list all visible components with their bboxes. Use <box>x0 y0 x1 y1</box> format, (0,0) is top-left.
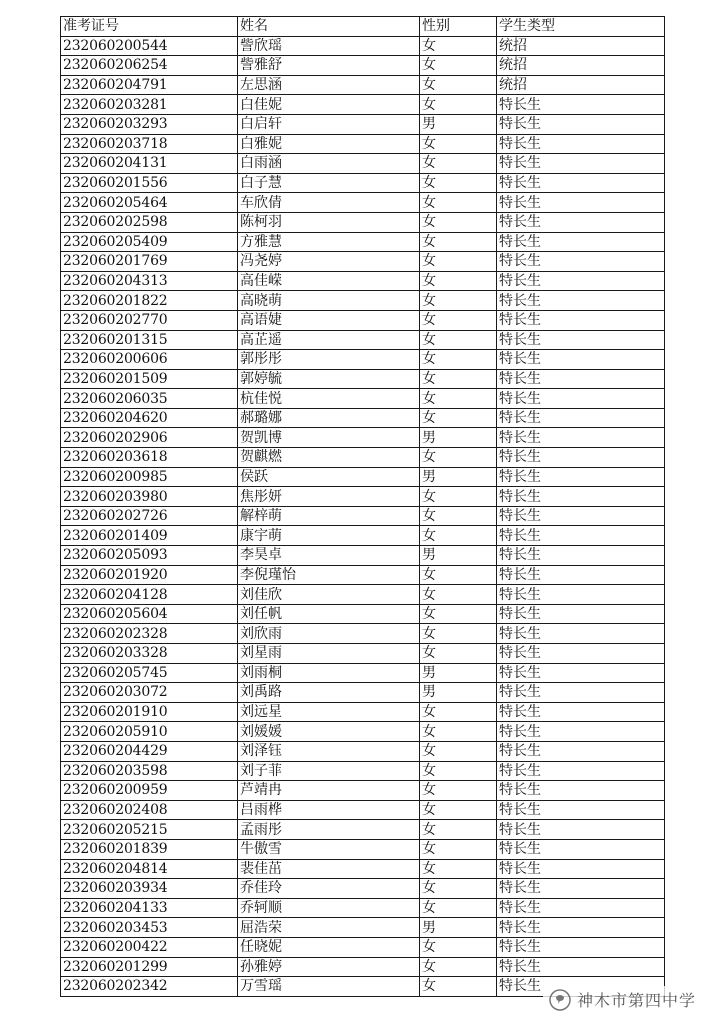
student-type-cell: 特长生 <box>497 800 665 820</box>
student-type-cell: 特长生 <box>497 546 665 566</box>
student-type-cell: 特长生 <box>497 448 665 468</box>
gender-cell: 女 <box>420 193 497 213</box>
student-type-cell: 特长生 <box>497 389 665 409</box>
gender-cell: 女 <box>420 448 497 468</box>
table-row <box>61 644 665 664</box>
gender-cell: 女 <box>420 644 497 664</box>
student-type-cell: 特长生 <box>497 408 665 428</box>
name-cell: 陈柯羽 <box>238 212 420 232</box>
name-cell: 郝璐娜 <box>238 408 420 428</box>
student-type-cell: 特长生 <box>497 467 665 487</box>
gender-cell: 女 <box>420 232 497 252</box>
name-cell: 郭婷毓 <box>238 369 420 389</box>
name-cell: 李倪瑾怡 <box>238 565 420 585</box>
name-cell: 贺麒燃 <box>238 448 420 468</box>
student-type-cell: 特长生 <box>497 683 665 703</box>
gender-cell: 女 <box>420 526 497 546</box>
student-type-cell: 特长生 <box>497 252 665 272</box>
name-cell: 刘泽钰 <box>238 741 420 761</box>
gender-cell: 女 <box>420 350 497 370</box>
name-cell: 刘禹路 <box>238 683 420 703</box>
table-row <box>61 114 665 134</box>
table-row <box>61 134 665 154</box>
exam-id-cell: 232060200606 <box>61 350 238 370</box>
name-cell: 乔佳玲 <box>238 879 420 899</box>
name-cell: 孟雨彤 <box>238 820 420 840</box>
student-type-cell: 特长生 <box>497 134 665 154</box>
name-cell: 焦彤妍 <box>238 487 420 507</box>
gender-cell: 男 <box>420 467 497 487</box>
exam-id-cell: 232060201409 <box>61 526 238 546</box>
gender-cell: 女 <box>420 310 497 330</box>
student-type-cell: 特长生 <box>497 898 665 918</box>
gender-cell: 男 <box>420 663 497 683</box>
name-cell: 吕雨桦 <box>238 800 420 820</box>
table-row <box>61 173 665 193</box>
student-type-cell: 特长生 <box>497 663 665 683</box>
student-type-cell: 特长生 <box>497 722 665 742</box>
gender-cell: 女 <box>420 585 497 605</box>
exam-id-cell: 232060203598 <box>61 761 238 781</box>
student-type-cell: 特长生 <box>497 937 665 957</box>
student-type-cell: 特长生 <box>497 859 665 879</box>
header-exam-id: 准考证号 <box>61 17 238 37</box>
student-type-cell: 特长生 <box>497 310 665 330</box>
exam-id-cell: 232060204791 <box>61 75 238 95</box>
student-type-cell: 特长生 <box>497 506 665 526</box>
name-cell: 车欣倩 <box>238 193 420 213</box>
table-row <box>61 781 665 801</box>
name-cell: 左思涵 <box>238 75 420 95</box>
table-row <box>61 350 665 370</box>
exam-id-cell: 232060203328 <box>61 644 238 664</box>
table-row <box>61 506 665 526</box>
table-row <box>61 898 665 918</box>
table-row <box>61 918 665 938</box>
name-cell: 白雨涵 <box>238 154 420 174</box>
table-row <box>61 879 665 899</box>
exam-id-cell: 232060205604 <box>61 604 238 624</box>
table-row <box>61 369 665 389</box>
table-row <box>61 585 665 605</box>
gender-cell: 女 <box>420 134 497 154</box>
name-cell: 李昊卓 <box>238 546 420 566</box>
table-row <box>61 663 665 683</box>
exam-id-cell: 232060202906 <box>61 428 238 448</box>
gender-cell: 男 <box>420 114 497 134</box>
exam-id-cell: 232060201920 <box>61 565 238 585</box>
exam-id-cell: 232060203293 <box>61 114 238 134</box>
name-cell: 牛傲雪 <box>238 839 420 859</box>
gender-cell: 女 <box>420 839 497 859</box>
student-type-cell: 特长生 <box>497 154 665 174</box>
gender-cell: 女 <box>420 487 497 507</box>
exam-id-cell: 232060202726 <box>61 506 238 526</box>
name-cell: 高佳嵘 <box>238 271 420 291</box>
gender-cell: 女 <box>420 898 497 918</box>
gender-cell: 女 <box>420 565 497 585</box>
student-type-cell: 特长生 <box>497 232 665 252</box>
exam-id-cell: 232060201839 <box>61 839 238 859</box>
exam-id-cell: 232060206254 <box>61 56 238 76</box>
exam-id-cell: 232060200422 <box>61 937 238 957</box>
exam-id-cell: 232060202408 <box>61 800 238 820</box>
student-type-cell: 特长生 <box>497 781 665 801</box>
name-cell: 刘佳欣 <box>238 585 420 605</box>
name-cell: 解梓萌 <box>238 506 420 526</box>
student-type-cell: 统招 <box>497 75 665 95</box>
gender-cell: 女 <box>420 291 497 311</box>
name-cell: 芦靖冉 <box>238 781 420 801</box>
table-row <box>61 604 665 624</box>
table-row <box>61 75 665 95</box>
table-row <box>61 624 665 644</box>
gender-cell: 女 <box>420 800 497 820</box>
table-row <box>61 330 665 350</box>
student-type-cell: 特长生 <box>497 604 665 624</box>
table-row <box>61 389 665 409</box>
exam-id-cell: 232060202342 <box>61 977 238 997</box>
student-type-cell: 特长生 <box>497 212 665 232</box>
table-row <box>61 546 665 566</box>
table-row <box>61 741 665 761</box>
student-type-cell: 特长生 <box>497 526 665 546</box>
table-row <box>61 56 665 76</box>
gender-cell: 女 <box>420 271 497 291</box>
gender-cell: 女 <box>420 389 497 409</box>
gender-cell: 女 <box>420 56 497 76</box>
exam-id-cell: 232060203934 <box>61 879 238 899</box>
header-gender: 性别 <box>420 17 497 37</box>
name-cell: 訾欣瑶 <box>238 36 420 56</box>
student-type-cell: 特长生 <box>497 644 665 664</box>
exam-id-cell: 232060204128 <box>61 585 238 605</box>
exam-id-cell: 232060205215 <box>61 820 238 840</box>
gender-cell: 男 <box>420 546 497 566</box>
name-cell: 冯尧婷 <box>238 252 420 272</box>
student-type-cell: 特长生 <box>497 977 665 997</box>
exam-id-cell: 232060205464 <box>61 193 238 213</box>
student-type-cell: 特长生 <box>497 193 665 213</box>
watermark <box>543 986 702 1013</box>
table-row <box>61 193 665 213</box>
name-cell: 屈浩荣 <box>238 918 420 938</box>
student-type-cell: 特长生 <box>497 95 665 115</box>
name-cell: 刘星雨 <box>238 644 420 664</box>
name-cell: 高晓萌 <box>238 291 420 311</box>
gender-cell: 女 <box>420 781 497 801</box>
name-cell: 白佳妮 <box>238 95 420 115</box>
student-type-cell: 统招 <box>497 56 665 76</box>
exam-id-cell: 232060203072 <box>61 683 238 703</box>
name-cell: 方雅慧 <box>238 232 420 252</box>
gender-cell: 女 <box>420 937 497 957</box>
gender-cell: 女 <box>420 624 497 644</box>
gender-cell: 男 <box>420 428 497 448</box>
name-cell: 万雪瑶 <box>238 977 420 997</box>
watermark-text: 神木市第四中学 <box>576 991 696 1010</box>
table-row <box>61 565 665 585</box>
gender-cell: 女 <box>420 722 497 742</box>
gender-cell: 女 <box>420 957 497 977</box>
table-row <box>61 722 665 742</box>
header-student-type: 学生类型 <box>497 17 665 37</box>
table-row <box>61 310 665 330</box>
table-row <box>61 820 665 840</box>
gender-cell: 女 <box>420 95 497 115</box>
table-row <box>61 408 665 428</box>
name-cell: 裴佳茁 <box>238 859 420 879</box>
gender-cell: 女 <box>420 369 497 389</box>
table-row <box>61 428 665 448</box>
gender-cell: 女 <box>420 879 497 899</box>
name-cell: 刘远星 <box>238 702 420 722</box>
name-cell: 贺凯博 <box>238 428 420 448</box>
exam-id-cell: 232060200985 <box>61 467 238 487</box>
student-type-cell: 特长生 <box>497 350 665 370</box>
name-cell: 刘任帆 <box>238 604 420 624</box>
gender-cell: 女 <box>420 859 497 879</box>
exam-id-cell: 232060201315 <box>61 330 238 350</box>
exam-id-cell: 232060204313 <box>61 271 238 291</box>
student-type-cell: 特长生 <box>497 741 665 761</box>
student-type-cell: 特长生 <box>497 487 665 507</box>
exam-id-cell: 232060205093 <box>61 546 238 566</box>
exam-id-cell: 232060202328 <box>61 624 238 644</box>
student-type-cell: 特长生 <box>497 820 665 840</box>
exam-id-cell: 232060205745 <box>61 663 238 683</box>
name-cell: 刘子菲 <box>238 761 420 781</box>
gender-cell: 女 <box>420 977 497 997</box>
student-type-cell: 特长生 <box>497 565 665 585</box>
gender-cell: 女 <box>420 741 497 761</box>
exam-id-cell: 232060201822 <box>61 291 238 311</box>
exam-id-cell: 232060206035 <box>61 389 238 409</box>
table-row <box>61 36 665 56</box>
name-cell: 白雅妮 <box>238 134 420 154</box>
table-row <box>61 957 665 977</box>
header-name: 姓名 <box>238 17 420 37</box>
student-type-cell: 特长生 <box>497 291 665 311</box>
exam-id-cell: 232060205910 <box>61 722 238 742</box>
table-row <box>61 448 665 468</box>
gender-cell: 男 <box>420 683 497 703</box>
name-cell: 刘媛媛 <box>238 722 420 742</box>
name-cell: 白子慧 <box>238 173 420 193</box>
gender-cell: 女 <box>420 820 497 840</box>
table-row <box>61 154 665 174</box>
student-type-cell: 特长生 <box>497 957 665 977</box>
gender-cell: 男 <box>420 918 497 938</box>
gender-cell: 女 <box>420 761 497 781</box>
student-type-cell: 特长生 <box>497 585 665 605</box>
student-type-cell: 特长生 <box>497 369 665 389</box>
exam-id-cell: 232060204429 <box>61 741 238 761</box>
exam-id-cell: 232060203980 <box>61 487 238 507</box>
gender-cell: 女 <box>420 252 497 272</box>
name-cell: 訾雅舒 <box>238 56 420 76</box>
gender-cell: 女 <box>420 75 497 95</box>
exam-id-cell: 232060200544 <box>61 36 238 56</box>
table-row <box>61 702 665 722</box>
student-type-cell: 特长生 <box>497 918 665 938</box>
table-row <box>61 937 665 957</box>
exam-id-cell: 232060203618 <box>61 448 238 468</box>
table-row <box>61 232 665 252</box>
gender-cell: 女 <box>420 702 497 722</box>
header-row <box>61 17 665 37</box>
student-type-cell: 特长生 <box>497 428 665 448</box>
table-row <box>61 291 665 311</box>
exam-id-cell: 232060201910 <box>61 702 238 722</box>
student-type-cell: 特长生 <box>497 839 665 859</box>
name-cell: 侯跃 <box>238 467 420 487</box>
exam-id-cell: 232060202598 <box>61 212 238 232</box>
wechat-official-account-icon <box>549 989 571 1011</box>
gender-cell: 女 <box>420 173 497 193</box>
name-cell: 孙雅婷 <box>238 957 420 977</box>
table-header <box>61 17 665 37</box>
table-row <box>61 761 665 781</box>
exam-id-cell: 232060200959 <box>61 781 238 801</box>
table-row <box>61 212 665 232</box>
admission-roster-table <box>60 16 665 997</box>
exam-id-cell: 232060201556 <box>61 173 238 193</box>
table-row <box>61 683 665 703</box>
exam-id-cell: 232060203281 <box>61 95 238 115</box>
student-type-cell: 特长生 <box>497 624 665 644</box>
table-body <box>61 36 665 996</box>
table-row <box>61 839 665 859</box>
student-type-cell: 特长生 <box>497 761 665 781</box>
table-row <box>61 271 665 291</box>
gender-cell: 女 <box>420 36 497 56</box>
name-cell: 杭佳悦 <box>238 389 420 409</box>
exam-id-cell: 232060201299 <box>61 957 238 977</box>
student-type-cell: 特长生 <box>497 330 665 350</box>
name-cell: 刘雨桐 <box>238 663 420 683</box>
student-type-cell: 统招 <box>497 36 665 56</box>
gender-cell: 女 <box>420 408 497 428</box>
table-row <box>61 859 665 879</box>
name-cell: 高芷遥 <box>238 330 420 350</box>
name-cell: 白启轩 <box>238 114 420 134</box>
table-row <box>61 800 665 820</box>
table-row <box>61 487 665 507</box>
exam-id-cell: 232060204620 <box>61 408 238 428</box>
exam-id-cell: 232060203453 <box>61 918 238 938</box>
exam-id-cell: 232060204131 <box>61 154 238 174</box>
table-row <box>61 252 665 272</box>
table-row <box>61 526 665 546</box>
exam-id-cell: 232060203718 <box>61 134 238 154</box>
table-row <box>61 95 665 115</box>
exam-id-cell: 232060204133 <box>61 898 238 918</box>
gender-cell: 女 <box>420 506 497 526</box>
name-cell: 任晓妮 <box>238 937 420 957</box>
student-type-cell: 特长生 <box>497 879 665 899</box>
student-type-cell: 特长生 <box>497 114 665 134</box>
name-cell: 刘欣雨 <box>238 624 420 644</box>
exam-id-cell: 232060202770 <box>61 310 238 330</box>
gender-cell: 女 <box>420 212 497 232</box>
table-row <box>61 467 665 487</box>
name-cell: 乔轲顺 <box>238 898 420 918</box>
student-type-cell: 特长生 <box>497 173 665 193</box>
student-type-cell: 特长生 <box>497 271 665 291</box>
name-cell: 康宇萌 <box>238 526 420 546</box>
name-cell: 郭彤彤 <box>238 350 420 370</box>
exam-id-cell: 232060201509 <box>61 369 238 389</box>
student-type-cell: 特长生 <box>497 702 665 722</box>
name-cell: 高语婕 <box>238 310 420 330</box>
exam-id-cell: 232060205409 <box>61 232 238 252</box>
exam-id-cell: 232060201769 <box>61 252 238 272</box>
gender-cell: 女 <box>420 604 497 624</box>
gender-cell: 女 <box>420 154 497 174</box>
gender-cell: 女 <box>420 330 497 350</box>
exam-id-cell: 232060204814 <box>61 859 238 879</box>
